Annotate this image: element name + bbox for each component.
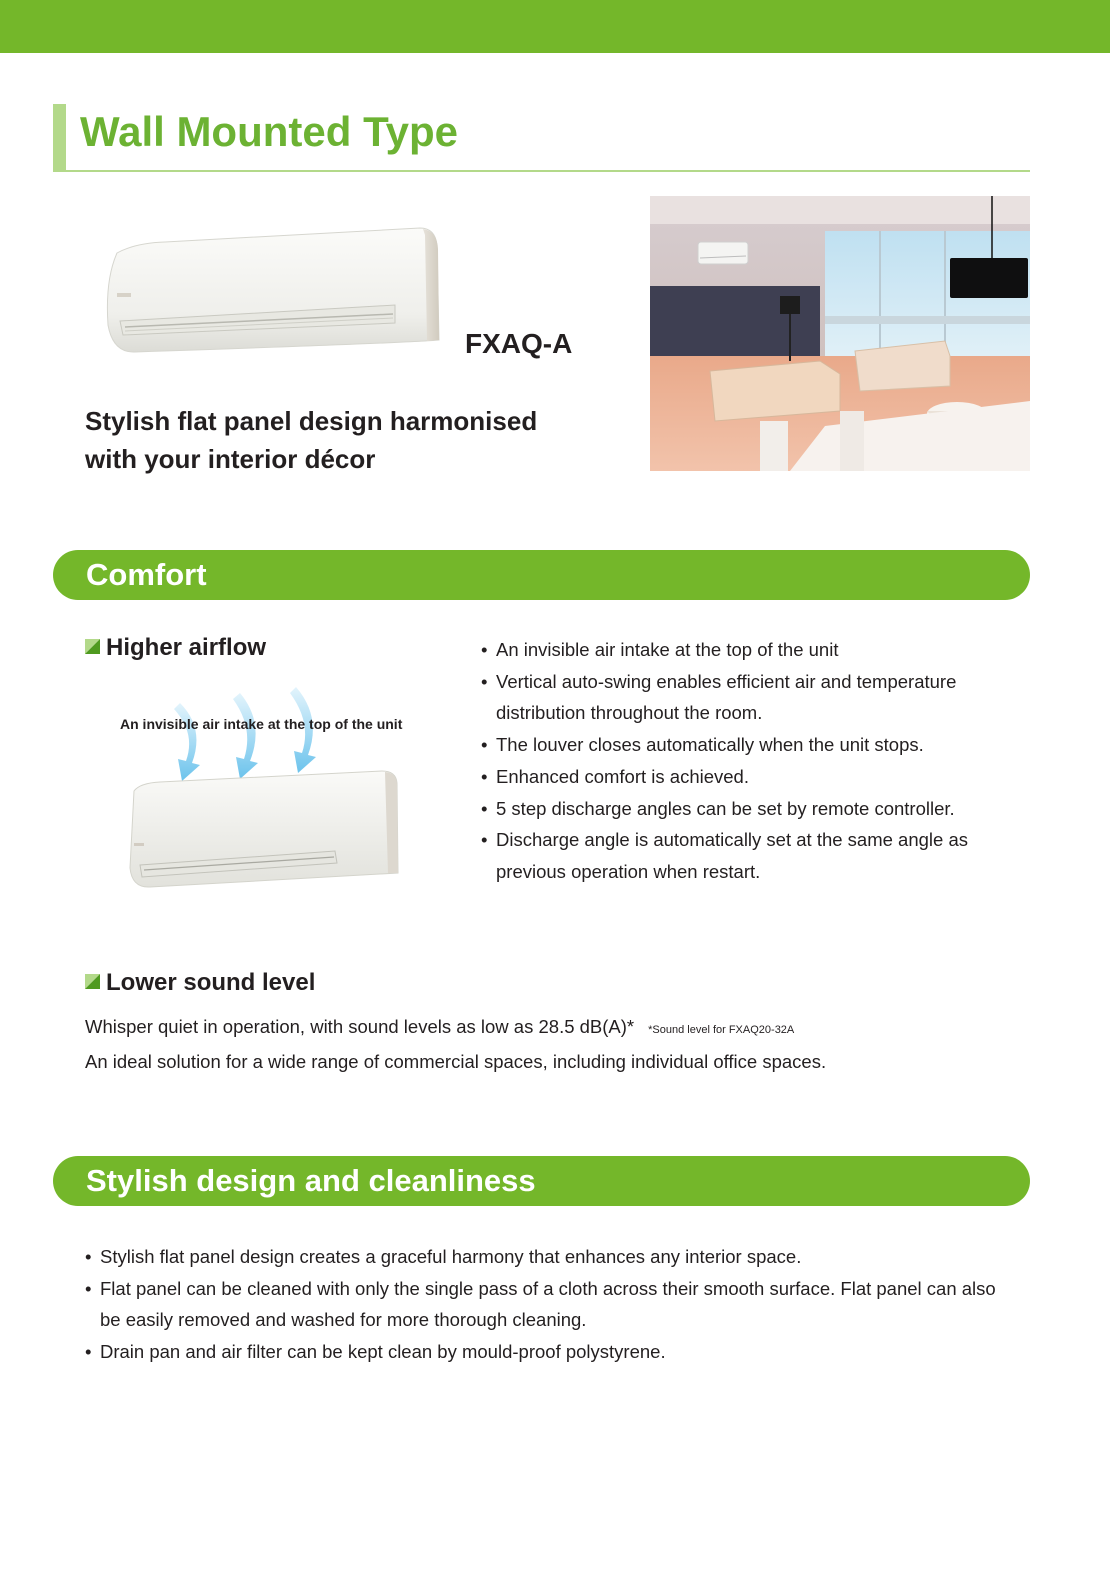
commercial-spaces-text: An ideal solution for a wide range of commercial spaces, including individual office spaces. [85, 1051, 827, 1072]
list-item: • Discharge angle is automatically set at the same angle as previous operation when restart. [481, 824, 1021, 887]
higher-airflow-label: Higher airflow [106, 634, 267, 661]
section-band-stylish [53, 1156, 1030, 1206]
product-tagline [85, 402, 585, 478]
title-accent-bar [53, 104, 66, 170]
subheading-lower-sound-level [85, 969, 315, 997]
green-triangle-square-icon [85, 639, 100, 654]
section-title-stylish: Stylish design and cleanliness [86, 1163, 536, 1198]
section-band-comfort [53, 550, 1030, 600]
tagline-line-1: Stylish flat panel design harmonised [85, 406, 538, 436]
wall-unit-product-image [105, 225, 440, 355]
sound-footnote: *Sound level for FXAQ20-32A [648, 1024, 795, 1036]
sound-level-statement: Whisper quiet in operation, with sound levels as low as 28.5 dB(A)* [85, 1016, 635, 1037]
top-brand-bar [0, 0, 1110, 53]
airflow-bullet-list [481, 634, 1021, 888]
sound-level-text [85, 1016, 794, 1038]
list-item: • Drain pan and air filter can be kept clean by mould-proof polystyrene. [85, 1336, 1015, 1368]
list-item: • Flat panel can be cleaned with only the single pass of a cloth across their smooth surface. Flat panel can also be easily removed and washed for more thorough cleaning. [85, 1273, 1015, 1336]
stylish-bullet-list [85, 1241, 1015, 1368]
list-item: • Stylish flat panel design creates a graceful harmony that enhances any interior space. [85, 1241, 1015, 1273]
list-item: • The louver closes automatically when the unit stops. [481, 729, 1021, 761]
airflow-arrows [174, 687, 316, 781]
lower-sound-label: Lower sound level [106, 969, 316, 996]
page-title: Wall Mounted Type [80, 108, 458, 155]
subheading-higher-airflow [85, 634, 266, 662]
interior-room-photo [650, 196, 1030, 471]
list-item: • An invisible air intake at the top of the unit [481, 634, 1021, 666]
green-triangle-square-icon [85, 974, 100, 989]
section-title-comfort: Comfort [86, 557, 207, 592]
list-item: • 5 step discharge angles can be set by remote controller. [481, 793, 1021, 825]
model-name: FXAQ-A [465, 328, 573, 359]
tagline-line-2: with your interior décor [85, 444, 376, 474]
airflow-caption: An invisible air intake at the top of the unit [120, 716, 403, 732]
list-item: • Vertical auto-swing enables efficient air and temperature distribution throughout the room. [481, 666, 1021, 729]
page-header [53, 104, 1030, 172]
airflow-unit-illustration [120, 683, 420, 893]
list-item: • Enhanced comfort is achieved. [481, 761, 1021, 793]
